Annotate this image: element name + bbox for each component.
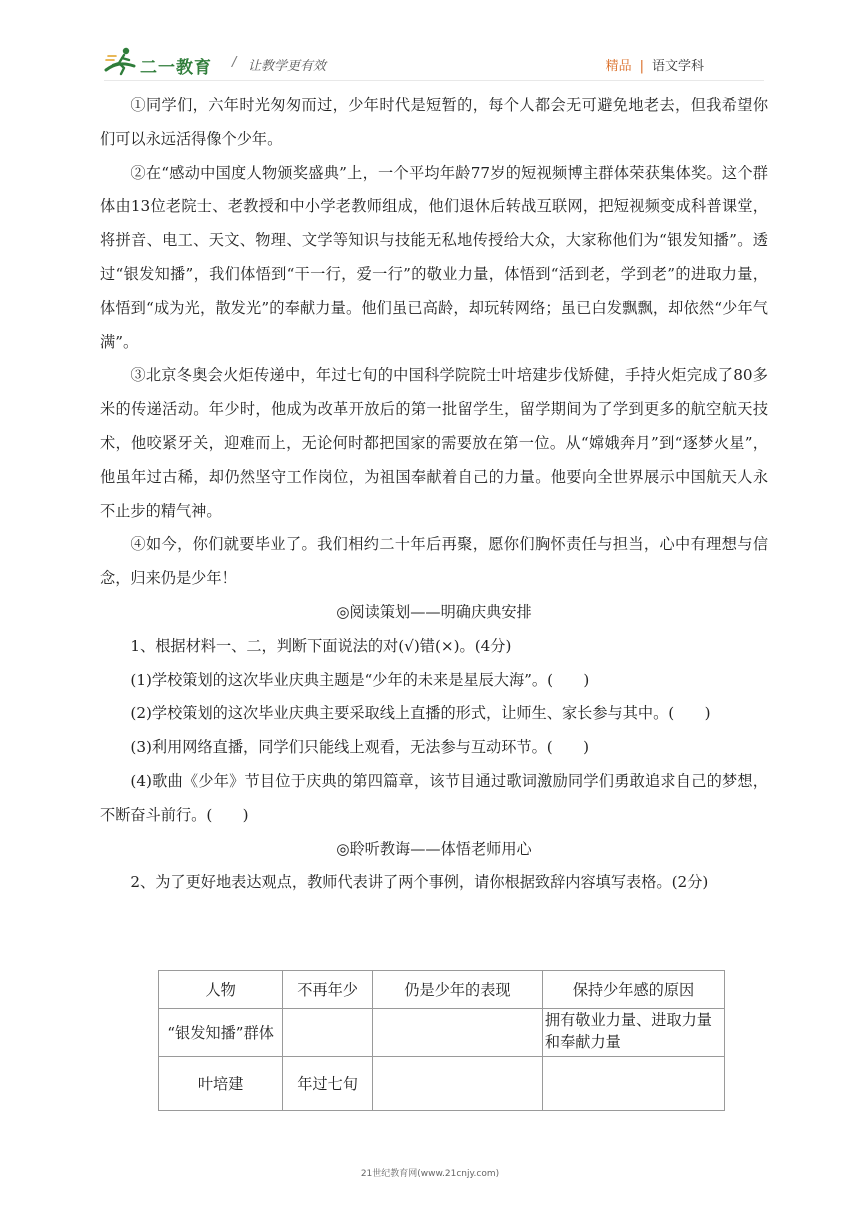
table-cell-person: 叶培建 <box>159 1057 283 1111</box>
answer-table <box>158 970 725 1111</box>
paragraph-1: ①同学们，六年时光匆匆而过，少年时代是短暂的，每个人都会无可避免地老去，但我希望你们可以永远活得像个少年。 <box>100 96 768 148</box>
table-cell-person: “银发知播”群体 <box>159 1009 283 1057</box>
question-1-item-2: (2)学校策划的这次毕业庆典主要采取线上直播的形式，让师生、家长参与其中。( ) <box>130 704 711 723</box>
question-1: 1、根据材料一、二，判断下面说法的对(√)错(×)。(4分) <box>130 636 512 655</box>
paragraph-3: ③北京冬奥会火炬传递中，年过七旬的中国科学院院士叶培建步伐矫健，手持火炬完成了80多米的传递活动。年少时，他成为改革开放后的第一批留学生，留学期间为了学到更多的航空航天技术，他咬紧牙关，迎难而上，无论何时都把国家的需要放在第一位。从“嫦娥奔月”到“逐梦火星”，他虽年过古稀，却仍然坚守工作岗位，为祖国奉献着自己的力量。他要向全世界展示中国航天人永不止步的精气神。 <box>100 366 768 520</box>
page-header <box>104 44 764 84</box>
document-body <box>100 89 768 900</box>
header-divider: | <box>639 59 644 74</box>
table-header-cell: 不再年少 <box>283 971 373 1009</box>
table-cell-answer[interactable] <box>372 1009 542 1057</box>
slogan-separator: / <box>232 55 237 70</box>
table-cell-age: 年过七旬 <box>283 1057 373 1111</box>
question-1-item-4: (4)歌曲《少年》节目位于庆典的第四篇章，该节目通过歌词激励同学们勇敢追求自己的梦想，不断奋斗前行。( ) <box>100 771 768 824</box>
section-heading-teacher-speech: ◎聆听教诲——体悟老师用心 <box>336 839 532 858</box>
section-heading-reading-plan: ◎阅读策划——明确庆典安排 <box>336 602 532 621</box>
subject-label: 语文学科 <box>651 59 704 74</box>
table-header-cell: 保持少年感的原因 <box>542 971 724 1009</box>
paragraph-4: ④如今，你们就要毕业了。我们相约二十年后再聚，愿你们胸怀责任与担当，心中有理想与信念，归来仍是少年！ <box>100 535 768 588</box>
table-header-cell: 仍是少年的表现 <box>372 971 542 1009</box>
table-cell-answer[interactable] <box>372 1057 542 1111</box>
table-row <box>159 1057 725 1111</box>
question-2: 2、为了更好地表达观点，教师代表讲了两个事例，请你根据致辞内容填写表格。(2分) <box>130 873 709 892</box>
paragraph-2: ②在“感动中国度人物颁奖盛典”上，一个平均年龄77岁的短视频博主群体荣获集体奖。这个群体由13位老院士、老教授和中小学老教师组成，他们退休后转战互联网，把短视频变成科普课堂，将拼音、电工、天文、物理、文学等知识与技能无私地传授给大众，大家称他们为“银发知播”。透过“银发知播”，我们体悟到“干一行，爱一行”的敬业力量，体悟到“活到老，学到老”的进取力量，体悟到“成为光，散发光”的奉献力量。他们虽已高龄，却玩转网络；虽已白发飘飘，却依然“少年气满”。 <box>100 163 768 351</box>
table-cell-answer[interactable] <box>283 1009 373 1057</box>
question-1-item-3: (3)利用网络直播，同学们只能线上观看，无法参与互动环节。( ) <box>130 738 590 757</box>
brand-name: 二一教育 <box>140 58 212 78</box>
table-header-row <box>159 971 725 1009</box>
slogan: 让教学更有效 <box>248 59 327 74</box>
table-cell-reason: 拥有敬业力量、进取力量和奉献力量 <box>542 1009 724 1057</box>
running-figure-logo-icon <box>104 46 138 76</box>
question-1-item-1: (1)学校策划的这次毕业庆典主题是“少年的未来是星辰大海”。( ) <box>130 670 590 689</box>
table-header-cell: 人物 <box>159 971 283 1009</box>
table-cell-answer[interactable] <box>542 1057 724 1111</box>
page-footer: 21世纪教育网(www.21cnjy.com) <box>360 1169 500 1179</box>
table-row <box>159 1009 725 1057</box>
header-rule <box>104 80 764 81</box>
premium-label: 精品 <box>605 59 632 74</box>
header-subject-tag <box>606 55 704 74</box>
